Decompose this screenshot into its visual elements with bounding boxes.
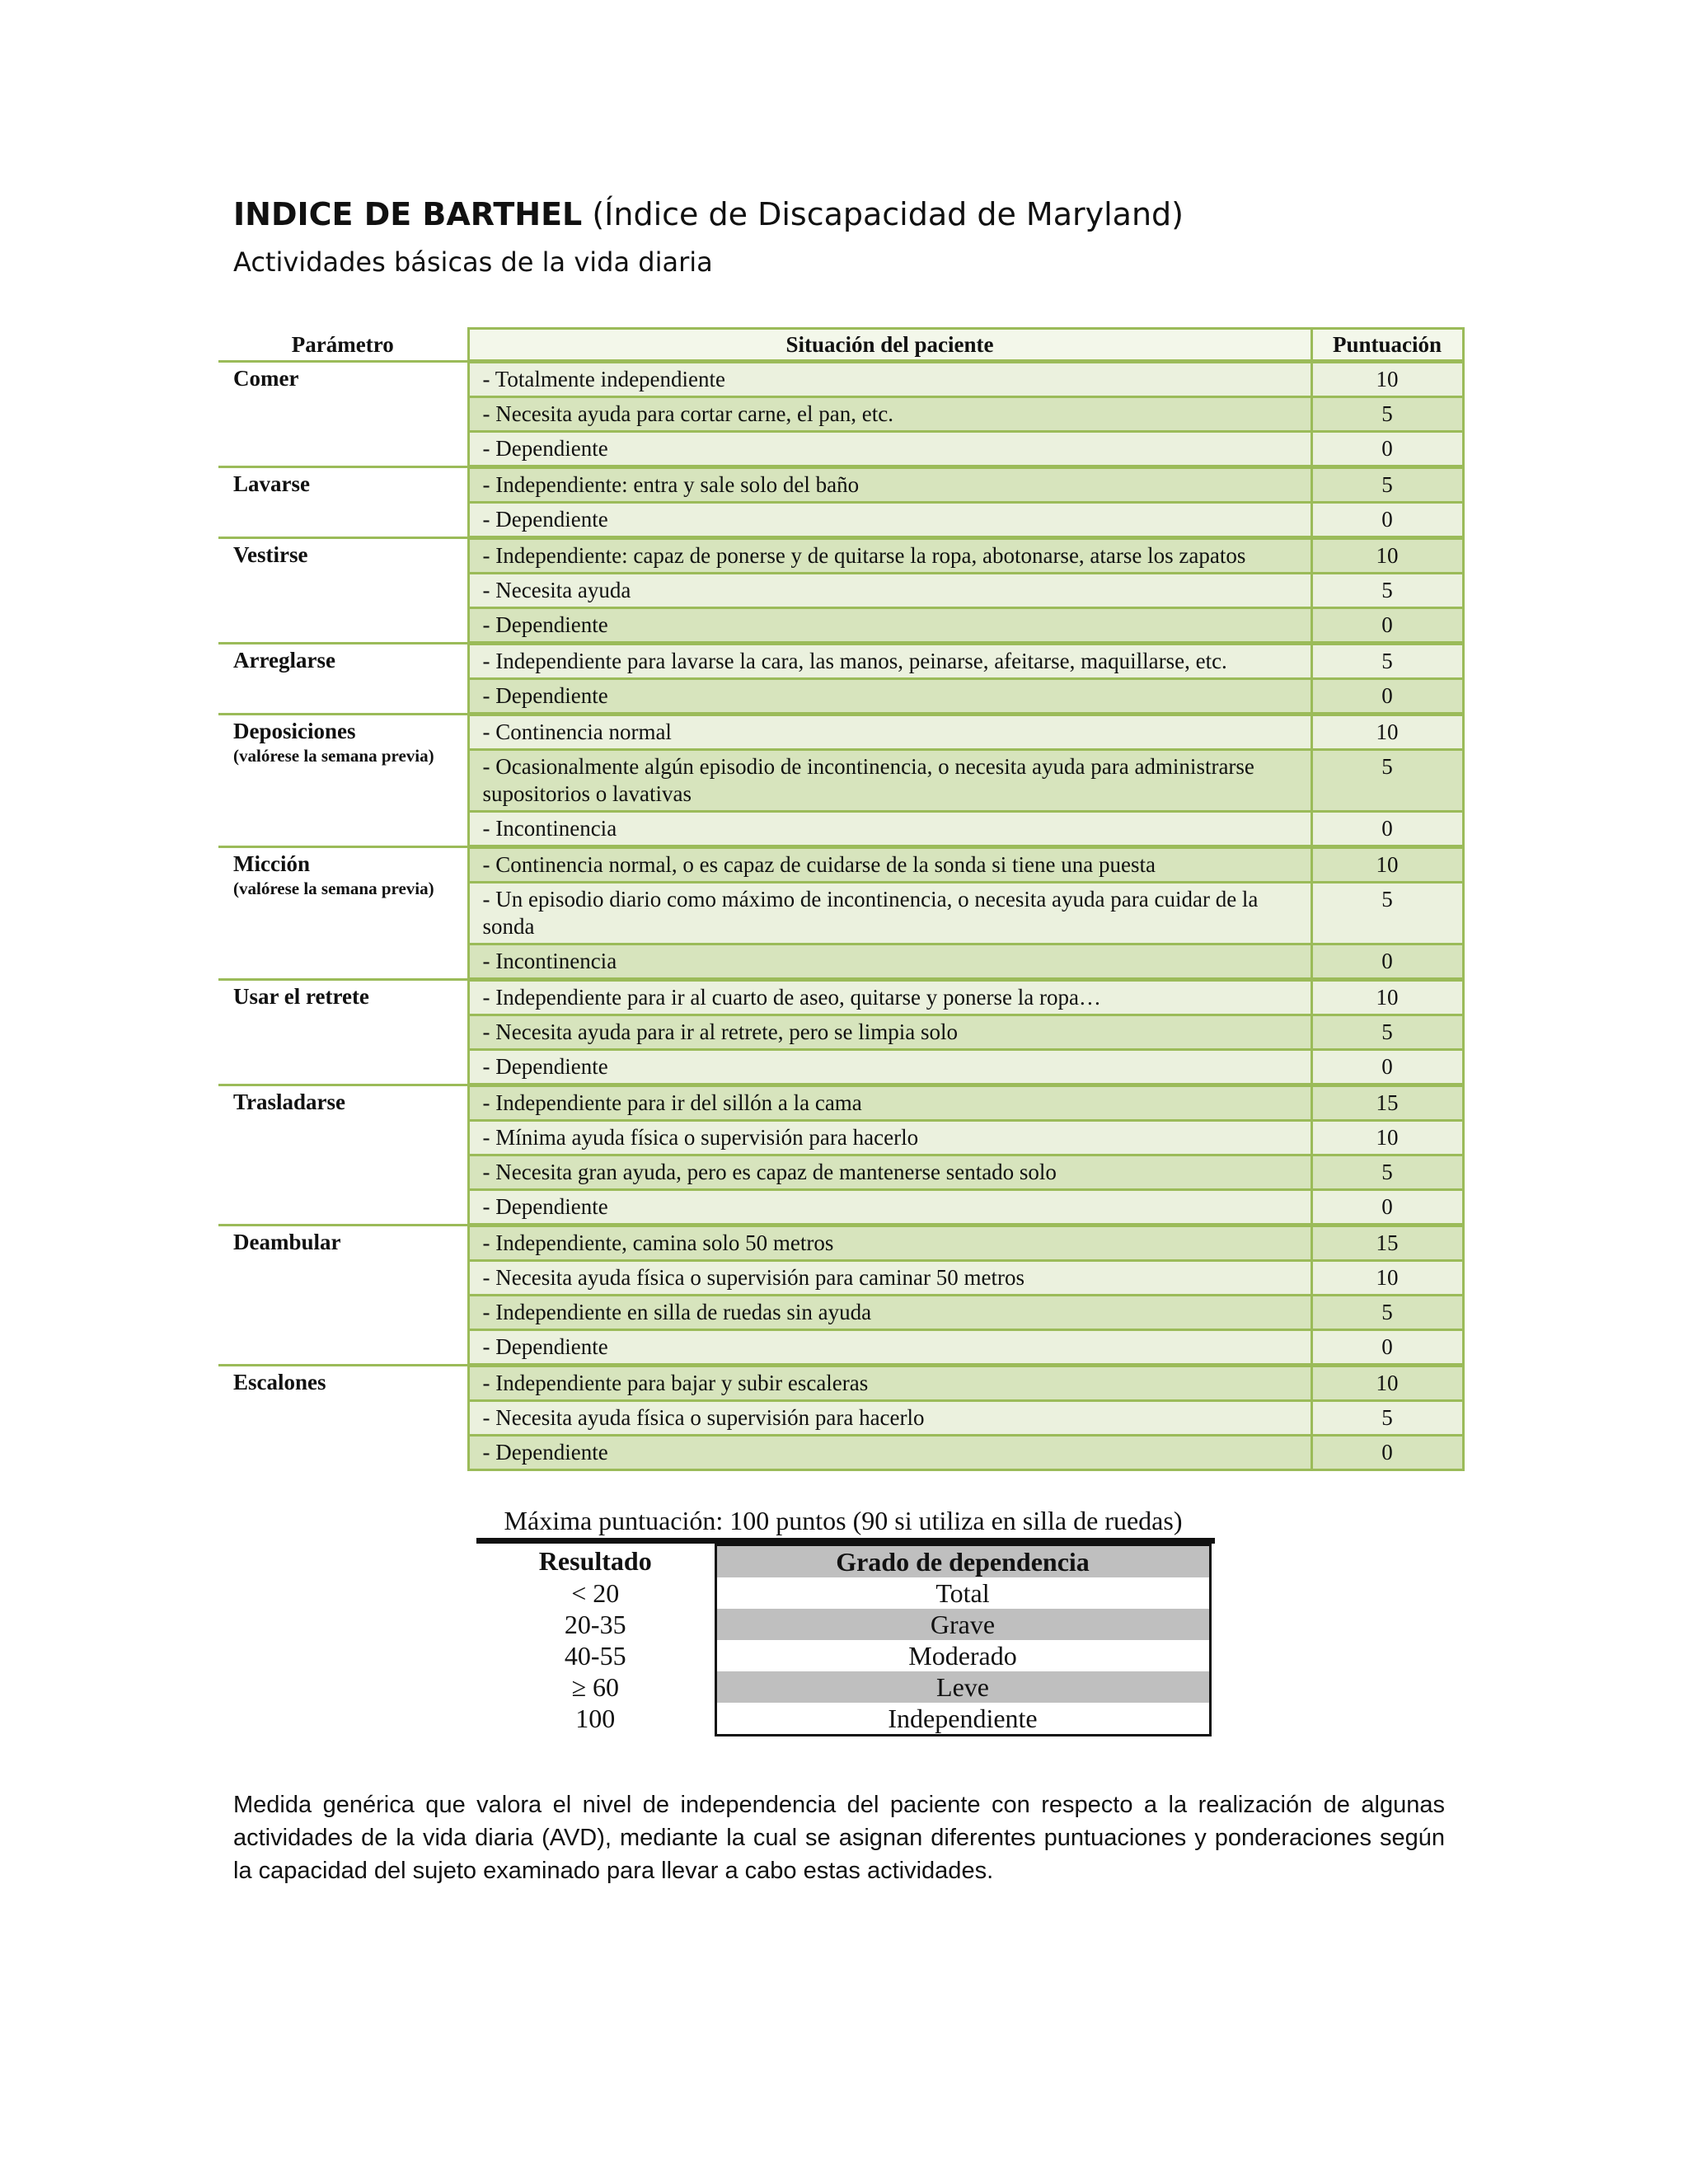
table-row <box>218 362 1463 397</box>
score-cell: 0 <box>1311 1436 1463 1470</box>
page-subtitle: Actividades básicas de la vida diaria <box>233 246 713 278</box>
situation-cell: - Necesita ayuda para cortar carne, el pan, etc. <box>468 397 1311 432</box>
situation-cell: - Dependiente <box>468 1436 1311 1470</box>
score-cell: 5 <box>1311 1015 1463 1050</box>
table-row <box>218 1085 1463 1121</box>
score-cell: 5 <box>1311 883 1463 944</box>
situation-cell: - Dependiente <box>468 679 1311 715</box>
score-cell: 5 <box>1311 1155 1463 1190</box>
parameter-cell <box>218 847 468 980</box>
situation-cell: - Necesita ayuda <box>468 574 1311 608</box>
description-paragraph: Medida genérica que valora el nivel de independencia del paciente con respecto a la realización de algunas actividades de la vida diaria (AVD), mediante la cual se asignan diferentes puntuaciones y ponderaciones según la capacidad del sujeto examinado para llevar a cabo estas actividades. <box>233 1792 1445 1884</box>
barthel-table-body <box>218 362 1463 1470</box>
parameter-label: Lavarse <box>233 471 310 496</box>
parameter-label: Vestirse <box>233 542 308 567</box>
situation-cell: - Mínima ayuda física o supervisión para hacerlo <box>468 1121 1311 1155</box>
title-block <box>233 191 1470 287</box>
page-title <box>233 191 1470 237</box>
score-cell: 10 <box>1311 1261 1463 1296</box>
grade-row <box>476 1577 1210 1609</box>
situation-cell: - Necesita ayuda para ir al retrete, pero se limpia solo <box>468 1015 1311 1050</box>
situation-cell: - Independiente para ir al cuarto de aseo, quitarse y ponerse la ropa… <box>468 980 1311 1015</box>
score-cell: 10 <box>1311 1121 1463 1155</box>
col-header-puntuacion: Puntuación <box>1311 329 1463 362</box>
score-cell: 15 <box>1311 1226 1463 1261</box>
barthel-header-row <box>218 329 1463 362</box>
table-row <box>218 538 1463 574</box>
situation-cell: - Un episodio diario como máximo de incontinencia, o necesita ayuda para cuidar de la sonda <box>468 883 1311 944</box>
result-range-cell: < 20 <box>571 1577 620 1608</box>
col-header-parametro: Parámetro <box>218 329 468 362</box>
grade-row <box>476 1671 1210 1703</box>
dependency-grade-cell: Grave <box>715 1609 1210 1640</box>
score-cell: 5 <box>1311 750 1463 812</box>
barthel-table <box>218 327 1465 1471</box>
situation-cell: - Necesita ayuda física o supervisión para hacerlo <box>468 1401 1311 1436</box>
parameter-label: Usar el retrete <box>233 984 369 1009</box>
barthel-table-wrapper <box>218 327 1463 1471</box>
score-cell: 10 <box>1311 847 1463 883</box>
score-cell: 0 <box>1311 812 1463 847</box>
table-row <box>218 847 1463 883</box>
result-range-cell: 20-35 <box>564 1609 626 1639</box>
table-row <box>218 715 1463 750</box>
score-cell: 0 <box>1311 1330 1463 1366</box>
grade-table-wrapper <box>476 1544 1210 1736</box>
grade-row <box>476 1640 1210 1671</box>
score-cell: 5 <box>1311 1296 1463 1330</box>
situation-cell: - Necesita ayuda física o supervisión para caminar 50 metros <box>468 1261 1311 1296</box>
table-row <box>218 1366 1463 1401</box>
situation-cell: - Incontinencia <box>468 812 1311 847</box>
grade-table <box>476 1544 1212 1736</box>
parameter-label: Arreglarse <box>233 648 335 673</box>
score-cell: 15 <box>1311 1085 1463 1121</box>
score-cell: 0 <box>1311 679 1463 715</box>
situation-cell: - Dependiente <box>468 1190 1311 1226</box>
situation-cell: - Independiente en silla de ruedas sin ayuda <box>468 1296 1311 1330</box>
result-range-cell: 100 <box>575 1704 616 1734</box>
situation-cell: - Dependiente <box>468 503 1311 538</box>
grade-table-body <box>476 1577 1210 1736</box>
situation-cell: - Independiente: capaz de ponerse y de quitarse la ropa, abotonarse, atarse los zapatos <box>468 538 1311 574</box>
dependency-grade-cell: Leve <box>715 1671 1210 1703</box>
parameter-label: Deposiciones <box>233 719 356 743</box>
parameter-cell <box>218 538 468 644</box>
dependency-grade-cell: Total <box>715 1577 1210 1609</box>
dependency-grade-cell: Independiente <box>715 1703 1210 1736</box>
parameter-cell <box>218 1085 468 1226</box>
situation-cell: - Totalmente independiente <box>468 362 1311 397</box>
grade-header-row <box>476 1545 1210 1578</box>
score-cell: 5 <box>1311 644 1463 679</box>
parameter-label: Escalones <box>233 1370 326 1394</box>
score-cell: 5 <box>1311 1401 1463 1436</box>
score-cell: 10 <box>1311 538 1463 574</box>
situation-cell: - Incontinencia <box>468 944 1311 980</box>
parameter-label: Trasladarse <box>233 1090 345 1114</box>
parameter-cell <box>218 362 468 467</box>
title-rest: (Índice de Discapacidad de Maryland) <box>592 196 1184 232</box>
score-cell: 0 <box>1311 503 1463 538</box>
parameter-cell <box>218 467 468 538</box>
table-row <box>218 644 1463 679</box>
score-cell: 10 <box>1311 1366 1463 1401</box>
situation-cell: - Dependiente <box>468 608 1311 644</box>
situation-cell: - Dependiente <box>468 1050 1311 1085</box>
grade-row <box>476 1609 1210 1640</box>
parameter-cell <box>218 644 468 715</box>
score-cell: 0 <box>1311 432 1463 467</box>
situation-cell: - Continencia normal, o es capaz de cuidarse de la sonda si tiene una puesta <box>468 847 1311 883</box>
score-cell: 0 <box>1311 608 1463 644</box>
parameter-label: Micción <box>233 851 310 876</box>
parameter-note: (valórese la semana previa) <box>233 879 434 898</box>
situation-cell: - Independiente, camina solo 50 metros <box>468 1226 1311 1261</box>
parameter-label: Deambular <box>233 1230 341 1254</box>
situation-cell: - Independiente: entra y sale solo del baño <box>468 467 1311 503</box>
score-cell: 0 <box>1311 1190 1463 1226</box>
score-cell: 10 <box>1311 362 1463 397</box>
divider-rule <box>476 1538 1215 1544</box>
parameter-cell <box>218 1366 468 1470</box>
situation-cell: - Independiente para ir del sillón a la cama <box>468 1085 1311 1121</box>
score-cell: 10 <box>1311 980 1463 1015</box>
max-score-text: Máxima puntuación: 100 puntos (90 si utiliza en silla de ruedas) <box>504 1506 1183 1535</box>
table-row <box>218 1226 1463 1261</box>
parameter-cell <box>218 980 468 1085</box>
situation-cell: - Independiente para bajar y subir escaleras <box>468 1366 1311 1401</box>
col-header-resultado: Resultado <box>538 1545 652 1576</box>
parameter-note: (valórese la semana previa) <box>233 746 434 766</box>
score-cell: 10 <box>1311 715 1463 750</box>
table-row <box>218 467 1463 503</box>
situation-cell: - Ocasionalmente algún episodio de incontinencia, o necesita ayuda para administrarse supositorios o lavativas <box>468 750 1311 812</box>
result-range-cell: 40-55 <box>564 1640 626 1671</box>
col-header-situacion: Situación del paciente <box>468 329 1311 362</box>
parameter-label: Comer <box>233 366 299 391</box>
situation-cell: - Dependiente <box>468 1330 1311 1366</box>
score-cell: 5 <box>1311 467 1463 503</box>
score-cell: 5 <box>1311 397 1463 432</box>
situation-cell: - Dependiente <box>468 432 1311 467</box>
score-cell: 5 <box>1311 574 1463 608</box>
grade-row <box>476 1703 1210 1736</box>
parameter-cell <box>218 1226 468 1366</box>
table-row <box>218 980 1463 1015</box>
col-header-grado: Grado de dependencia <box>715 1545 1210 1578</box>
result-range-cell: ≥ 60 <box>571 1671 620 1702</box>
parameter-cell <box>218 715 468 847</box>
situation-cell: - Necesita gran ayuda, pero es capaz de mantenerse sentado solo <box>468 1155 1311 1190</box>
score-cell: 0 <box>1311 944 1463 980</box>
situation-cell: - Independiente para lavarse la cara, las manos, peinarse, afeitarse, maquillarse, etc. <box>468 644 1311 679</box>
score-cell: 0 <box>1311 1050 1463 1085</box>
situation-cell: - Continencia normal <box>468 715 1311 750</box>
dependency-grade-cell: Moderado <box>715 1640 1210 1671</box>
title-bold: INDICE DE BARTHEL <box>233 196 583 232</box>
